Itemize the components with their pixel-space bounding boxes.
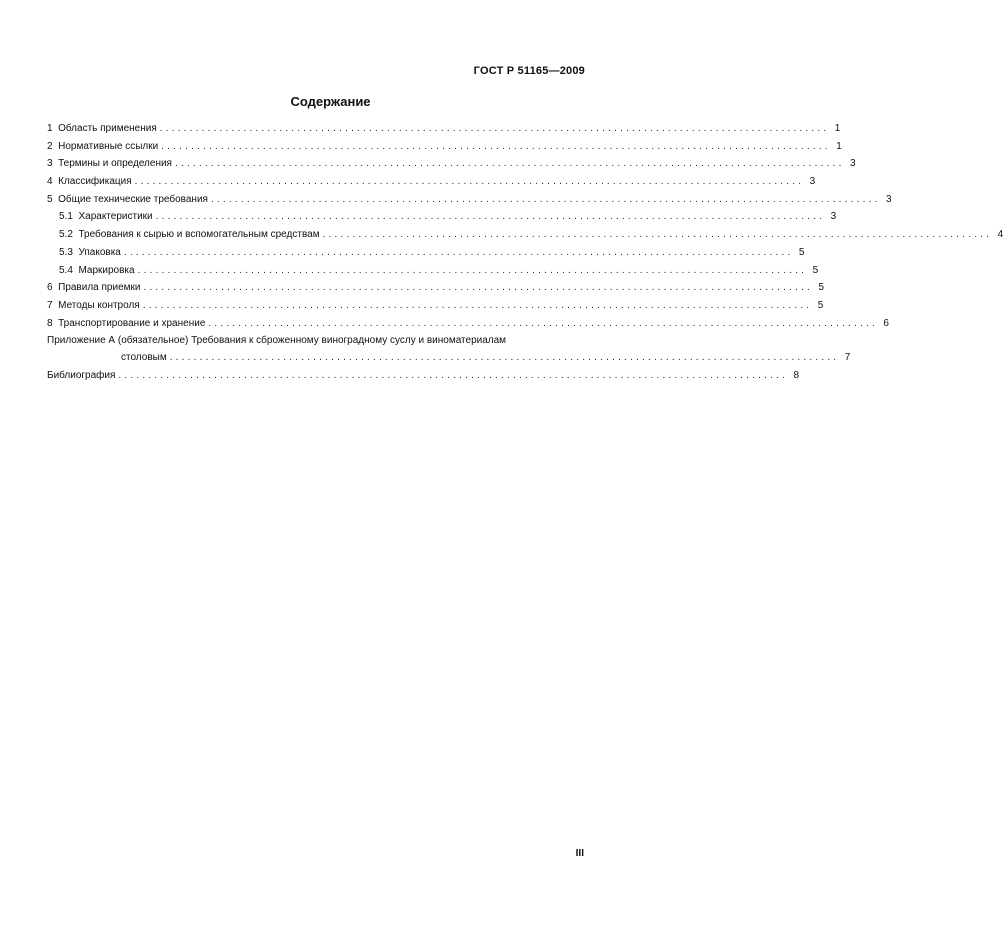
- dot-leader: ................................................................................................................: [143, 282, 814, 294]
- entry-page: 8: [793, 369, 799, 381]
- dot-leader: ................................................................................................................: [123, 246, 794, 258]
- entry-page: 4: [997, 229, 1003, 241]
- entry-page: 1: [834, 123, 841, 134]
- dot-leader: ................................................................................................................: [322, 229, 993, 241]
- toc-appendix-continuation: [47, 351, 851, 369]
- dot-leader: ................................................................................................................: [208, 317, 878, 329]
- entry-number: 2: [47, 140, 53, 152]
- entry-label: Характеристики: [78, 211, 153, 223]
- toc-subentry: [47, 264, 819, 282]
- entry-label: Маркировка: [78, 264, 135, 276]
- page-number: III: [575, 848, 584, 859]
- entry-number: 4: [47, 176, 53, 188]
- toc-entry: [47, 140, 842, 158]
- entry-number: 5.3: [59, 246, 73, 258]
- entry-page: 5: [818, 282, 825, 294]
- entry-label: Транспортирование и хранение: [58, 317, 206, 329]
- entry-page: 5: [812, 264, 819, 276]
- entry-page: 6: [883, 317, 889, 329]
- toc-entry: [47, 299, 824, 317]
- entry-label: Требования к сырью и вспомогательным средствам: [78, 229, 320, 241]
- entry-label: Термины и определения: [58, 158, 172, 170]
- entry-number: 8: [47, 317, 53, 329]
- entry-label: Общие технические требования: [58, 193, 208, 205]
- dot-leader: ................................................................................................................: [210, 193, 881, 205]
- entry-page: 3: [850, 158, 856, 170]
- toc-entry: [47, 193, 892, 211]
- entry-label: Классификация: [58, 176, 132, 188]
- toc-appendix-entry: [47, 334, 584, 351]
- dot-leader: ................................................................................................................: [169, 352, 840, 364]
- toc-entry: [47, 122, 841, 140]
- entry-number: 1: [47, 123, 53, 134]
- entry-number: 3: [47, 158, 53, 170]
- dot-leader: ................................................................................................................: [118, 369, 788, 381]
- appendix-label-cont: столовым: [121, 352, 167, 364]
- entry-label: Область применения: [58, 123, 157, 134]
- entry-page: 3: [809, 176, 816, 188]
- entry-page: 5: [817, 299, 824, 311]
- toc-entry: [47, 281, 825, 299]
- entry-label: Упаковка: [78, 246, 121, 258]
- dot-leader: ................................................................................................................: [142, 299, 813, 311]
- dot-leader: ................................................................................................................: [155, 211, 826, 223]
- toc-bibliography: [47, 369, 799, 387]
- entry-label: Правила приемки: [58, 282, 141, 294]
- toc-subentry: [47, 246, 805, 264]
- entry-number: 6: [47, 282, 53, 294]
- entry-label: Библиография: [47, 369, 116, 381]
- entry-label: Методы контроля: [58, 299, 140, 311]
- appendix-label: Приложение А (обязательное) Требования к сброженному виноградному суслу и виноматериалам: [47, 335, 507, 347]
- entry-number: 5.4: [59, 264, 73, 276]
- toc-entry: [47, 317, 889, 335]
- entry-number: 5.1: [59, 211, 73, 223]
- entry-number: 5.2: [59, 229, 73, 241]
- dot-leader: ................................................................................................................: [159, 123, 830, 134]
- dot-leader: ................................................................................................................: [137, 264, 808, 276]
- entry-page: 7: [844, 352, 851, 364]
- entry-page: 5: [798, 246, 805, 258]
- entry-number: 5: [47, 193, 53, 205]
- toc-entry: [47, 157, 856, 175]
- dot-leader: ................................................................................................................: [161, 140, 831, 152]
- toc-entry: [47, 175, 816, 193]
- dot-leader: ................................................................................................................: [174, 158, 845, 170]
- entry-number: 7: [47, 299, 53, 311]
- entry-page: 3: [830, 211, 837, 223]
- toc-title: Содержание: [290, 94, 371, 109]
- toc-subentry: [47, 210, 837, 228]
- toc-subentry: [47, 228, 1003, 246]
- table-of-contents: [47, 122, 1003, 387]
- entry-page: 3: [885, 193, 892, 205]
- entry-page: 1: [836, 140, 842, 152]
- entry-label: Нормативные ссылки: [58, 140, 159, 152]
- document-code: ГОСТ Р 51165—2009: [473, 65, 585, 77]
- dot-leader: ................................................................................................................: [134, 176, 805, 188]
